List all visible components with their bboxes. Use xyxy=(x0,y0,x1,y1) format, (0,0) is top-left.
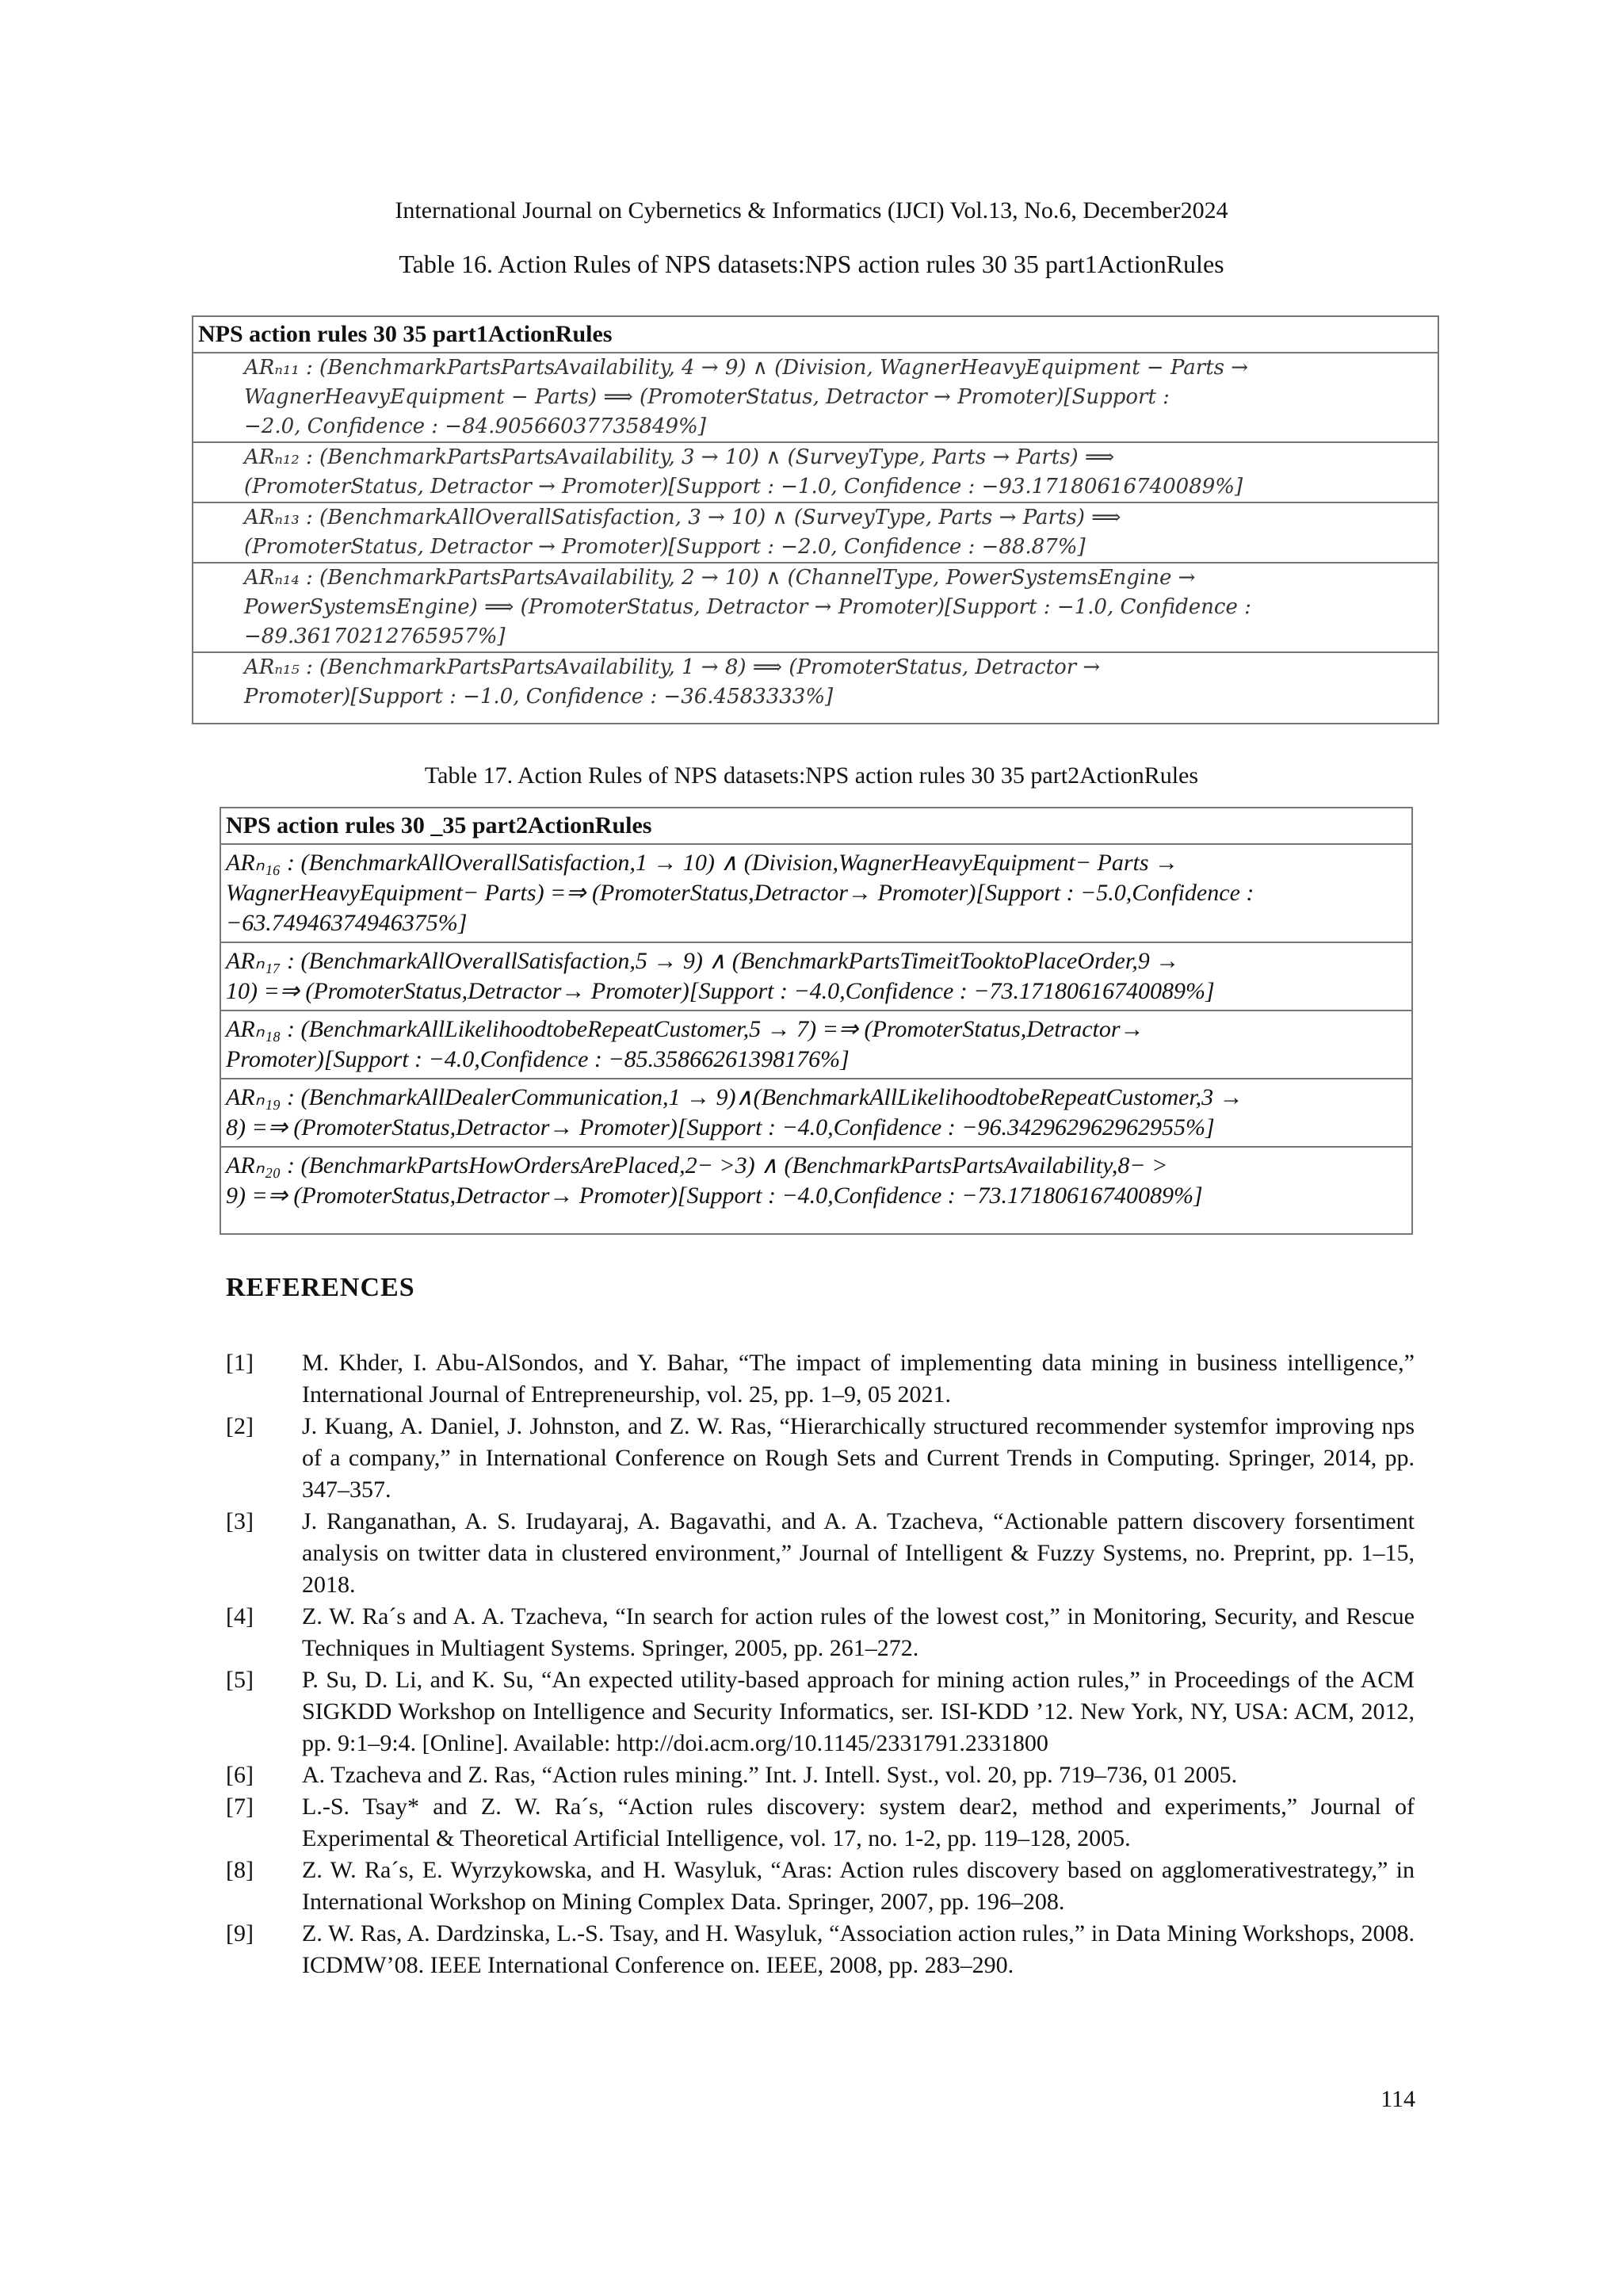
action-rule-line: ARₙ₁₃ : (BenchmarkAllOverallSatisfaction, 3 → 10) ∧ (SurveyType, Parts → Parts) ⟹ xyxy=(244,506,1121,529)
action-rule-line: ARₙ₂₀ : (BenchmarkPartsHowOrdersArePlaced,2− >3) ∧ (BenchmarkPartsPartsAvailability,8− > xyxy=(226,1152,1168,1179)
action-rule-line: ARₙ₁₉ : (BenchmarkAllDealerCommunication,1 → 9)∧(BenchmarkAllLikelihoodtobeRepeatCustomer,3 → xyxy=(226,1084,1243,1110)
action-rule-line: Promoter)[Support : −1.0, Confidence : −36.4583333%] xyxy=(244,685,834,709)
references-list xyxy=(226,1347,1415,1981)
action-rule-row xyxy=(193,503,1438,563)
reference-number: [6] xyxy=(226,1762,254,1788)
reference-text: J. Kuang, A. Daniel, J. Johnston, and Z. W. Ras, “Hierarchically structured recommender systemfor improving nps of a company,” in International Conference on Rough Sets and Current Trends in Computing. Springer, 2014, pp. 347–357. xyxy=(302,1413,1415,1503)
table17-caption: Table 17. Action Rules of NPS datasets:NPS action rules 30 35 part2ActionRules xyxy=(424,762,1199,789)
reference-number: [3] xyxy=(226,1508,254,1534)
reference-text: L.-S. Tsay* and Z. W. Ra´s, “Action rules discovery: system dear2, method and experiments,” Journal of Experimental & Theoretical Artificial Intelligence, vol. 17, no. 1-2, pp. 119–128, 2005. xyxy=(302,1794,1415,1851)
action-rule-line: PowerSystemsEngine) ⟹ (PromoterStatus, Detractor → Promoter)[Support : −1.0, Confidence : xyxy=(244,595,1251,619)
action-rule-line: ARₙ₁₅ : (BenchmarkPartsPartsAvailability, 1 → 8) ⟹ (PromoterStatus, Detractor → xyxy=(244,655,1101,679)
table17 xyxy=(220,807,1413,1235)
reference-number: [4] xyxy=(226,1603,254,1629)
action-rule-line: ARₙ₁₆ : (BenchmarkAllOverallSatisfaction,1 → 10) ∧ (Division,WagnerHeavyEquipment− Parts → xyxy=(226,850,1179,876)
reference-number: [9] xyxy=(226,1920,254,1946)
reference-item xyxy=(226,1759,1415,1791)
action-rule-line: ARₙ₁₈ : (BenchmarkAllLikelihoodtobeRepeatCustomer,5 → 7) =⇒ (PromoterStatus,Detractor→ xyxy=(226,1016,1144,1042)
table16-caption: Table 16. Action Rules of NPS datasets:NPS action rules 30 35 part1ActionRules xyxy=(399,250,1224,278)
action-rule-row xyxy=(193,443,1438,503)
table16-title: NPS action rules 30 35 part1ActionRules xyxy=(193,317,1438,353)
reference-item xyxy=(226,1791,1415,1855)
action-rule-row xyxy=(221,845,1411,943)
action-rule-line: ARₙ₁₄ : (BenchmarkPartsPartsAvailability, 2 → 10) ∧ (ChannelType, PowerSystemsEngine → xyxy=(244,566,1196,590)
table16 xyxy=(192,315,1439,724)
action-rule-row xyxy=(193,563,1438,653)
reference-text: Z. W. Ra´s and A. A. Tzacheva, “In search for action rules of the lowest cost,” in Monitoring, Security, and Rescue Techniques in Multiagent Systems. Springer, 2005, pp. 261–272. xyxy=(302,1603,1415,1661)
action-rule-line: 10) =⇒ (PromoterStatus,Detractor→ Promoter)[Support : −4.0,Confidence : −73.17180616740089%] xyxy=(226,978,1215,1004)
reference-number: [5] xyxy=(226,1667,254,1693)
table16-rows xyxy=(193,353,1438,712)
action-rule-line: (PromoterStatus, Detractor → Promoter)[Support : −2.0, Confidence : −88.87%] xyxy=(244,535,1086,559)
reference-text: Z. W. Ra´s, E. Wyrzykowska, and H. Wasyluk, “Aras: Action rules discovery based on agglomerativestrategy,” in International Workshop on Mining Complex Data. Springer, 2007, pp. 196–208. xyxy=(302,1857,1415,1915)
action-rule-line: WagnerHeavyEquipment − Parts) ⟹ (PromoterStatus, Detractor → Promoter)[Support : xyxy=(244,385,1170,409)
reference-text: P. Su, D. Li, and K. Su, “An expected utility-based approach for mining action rules,” in Proceedings of the ACM SIGKDD Workshop on Intelligence and Security Informatics, ser. ISI-KDD ’12. New York, NY, USA: ACM, 2012, pp. 9:1–9:4. [Online]. Available: http://doi.acm.org/10.1145/2331791.2331800 xyxy=(302,1667,1415,1756)
reference-text: Z. W. Ras, A. Dardzinska, L.-S. Tsay, and H. Wasyluk, “Association action rules,” in Data Mining Workshops, 2008. ICDMW’08. IEEE International Conference on. IEEE, 2008, pp. 283–290. xyxy=(302,1920,1415,1978)
action-rule-line: ARₙ₁₁ : (BenchmarkPartsPartsAvailability, 4 → 9) ∧ (Division, WagnerHeavyEquipment − Parts → xyxy=(244,356,1249,380)
reference-item xyxy=(226,1664,1415,1759)
reference-text: M. Khder, I. Abu-AlSondos, and Y. Bahar, “The impact of implementing data mining in business intelligence,” International Journal of Entrepreneurship, vol. 25, pp. 1–9, 05 2021. xyxy=(302,1350,1415,1408)
action-rule-row xyxy=(193,353,1438,443)
reference-item xyxy=(226,1918,1415,1981)
references-heading: REFERENCES xyxy=(226,1273,415,1302)
page-number: 114 xyxy=(1381,2086,1415,2112)
reference-item xyxy=(226,1506,1415,1601)
reference-number: [7] xyxy=(226,1794,254,1820)
action-rule-line: −2.0, Confidence : −84.90566037735849%] xyxy=(244,415,706,438)
reference-number: [1] xyxy=(226,1350,254,1376)
action-rule-row xyxy=(193,653,1438,712)
reference-item xyxy=(226,1855,1415,1918)
action-rule-line: 8) =⇒ (PromoterStatus,Detractor→ Promoter)[Support : −4.0,Confidence : −96.342962962962955%] xyxy=(226,1114,1215,1140)
action-rule-line: 9) =⇒ (PromoterStatus,Detractor→ Promoter)[Support : −4.0,Confidence : −73.17180616740089%] xyxy=(226,1182,1203,1209)
reference-item xyxy=(226,1601,1415,1664)
action-rule-line: ARₙ₁₂ : (BenchmarkPartsPartsAvailability, 3 → 10) ∧ (SurveyType, Parts → Parts) ⟹ xyxy=(244,445,1115,469)
action-rule-line: −89.36170212765957%] xyxy=(244,625,506,648)
reference-item xyxy=(226,1411,1415,1506)
action-rule-line: Promoter)[Support : −4.0,Confidence : −85.35866261398176%] xyxy=(226,1046,850,1072)
action-rule-line: −63.74946374946375%] xyxy=(226,910,468,936)
reference-text: A. Tzacheva and Z. Ras, “Action rules mining.” Int. J. Intell. Syst., vol. 20, pp. 719–736, 01 2005. xyxy=(302,1762,1238,1788)
action-rule-line: (PromoterStatus, Detractor → Promoter)[Support : −1.0, Confidence : −93.17180616740089%] xyxy=(244,475,1243,499)
table17-title: NPS action rules 30 _35 part2ActionRules xyxy=(221,808,1411,845)
reference-text: J. Ranganathan, A. S. Irudayaraj, A. Bagavathi, and A. A. Tzacheva, “Actionable pattern discovery forsentiment analysis on twitter data in clustered environment,” Journal of Intelligent & Fuzzy Systems, no. Preprint, pp. 1–15, 2018. xyxy=(302,1508,1415,1598)
table17-rows xyxy=(221,845,1411,1214)
action-rule-row xyxy=(221,1079,1411,1148)
reference-number: [8] xyxy=(226,1857,254,1883)
reference-item xyxy=(226,1347,1415,1411)
journal-header: International Journal on Cybernetics & Informatics (IJCI) Vol.13, No.6, December2024 xyxy=(395,197,1228,223)
action-rule-row xyxy=(221,1148,1411,1214)
reference-number: [2] xyxy=(226,1413,254,1439)
action-rule-line: WagnerHeavyEquipment− Parts) =⇒ (PromoterStatus,Detractor→ Promoter)[Support : −5.0,Confidence : xyxy=(226,880,1254,906)
action-rule-line: ARₙ₁₇ : (BenchmarkAllOverallSatisfaction,5 → 9) ∧ (BenchmarkPartsTimeitTooktoPlaceOrder,9 → xyxy=(226,948,1180,974)
action-rule-row xyxy=(221,1011,1411,1079)
action-rule-row xyxy=(221,943,1411,1011)
